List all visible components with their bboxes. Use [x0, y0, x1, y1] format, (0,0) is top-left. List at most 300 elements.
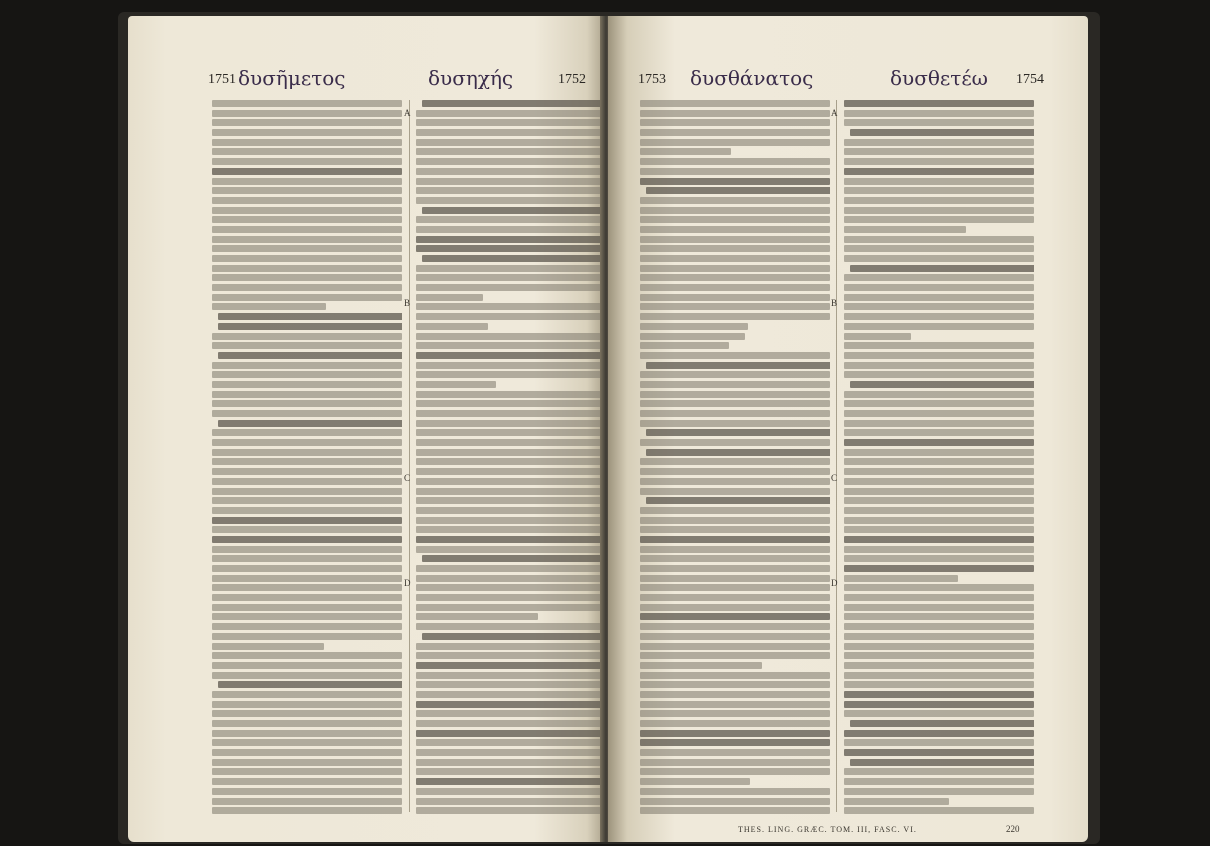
text-line — [212, 362, 402, 369]
text-line — [844, 749, 1034, 756]
text-line — [640, 468, 830, 475]
margin-letter: C — [404, 473, 411, 483]
text-line — [640, 236, 830, 243]
text-line — [212, 710, 402, 717]
margin-letter: A — [404, 108, 411, 118]
text-line — [416, 236, 606, 243]
text-line — [212, 555, 402, 562]
text-line — [416, 497, 606, 504]
text-line — [212, 623, 402, 630]
text-line — [416, 759, 606, 766]
text-line — [640, 613, 830, 620]
text-line — [416, 594, 606, 601]
text-line — [422, 633, 606, 640]
text-line — [212, 245, 402, 252]
text-line — [844, 352, 1034, 359]
text-line — [416, 613, 538, 620]
text-line — [844, 207, 1034, 214]
text-line — [212, 110, 402, 117]
text-line — [640, 458, 830, 465]
text-line — [212, 216, 402, 223]
right-page-column-1 — [640, 100, 830, 824]
text-line — [640, 410, 830, 417]
left-page-column-2 — [416, 100, 606, 824]
text-line — [640, 313, 830, 320]
text-line — [640, 197, 830, 204]
text-line — [640, 119, 830, 126]
text-line — [212, 798, 402, 805]
text-line — [640, 584, 830, 591]
text-line — [212, 691, 402, 698]
text-line — [422, 100, 606, 107]
right-page-number-right: 1754 — [1016, 72, 1044, 87]
text-line — [844, 119, 1034, 126]
text-line — [640, 439, 830, 446]
text-line — [844, 507, 1034, 514]
text-line — [844, 449, 1034, 456]
text-line — [844, 342, 1034, 349]
text-line — [416, 226, 606, 233]
text-line — [416, 110, 606, 117]
text-line — [640, 730, 830, 737]
text-line — [416, 710, 606, 717]
text-line — [844, 807, 1034, 814]
right-page-column-2 — [844, 100, 1034, 824]
text-line — [844, 391, 1034, 398]
text-line — [416, 178, 606, 185]
text-line — [640, 643, 830, 650]
text-line — [416, 439, 606, 446]
text-line — [416, 652, 606, 659]
margin-letter: D — [831, 578, 838, 588]
text-line — [212, 672, 402, 679]
text-line — [416, 575, 606, 582]
text-line — [212, 400, 402, 407]
text-line — [416, 313, 606, 320]
text-line — [212, 371, 402, 378]
text-line — [844, 294, 1034, 301]
text-line — [844, 429, 1034, 436]
text-line — [416, 274, 606, 281]
text-line — [212, 604, 402, 611]
text-line — [212, 429, 402, 436]
text-line — [844, 178, 1034, 185]
text-line — [416, 187, 606, 194]
text-line — [640, 536, 830, 543]
text-line — [212, 643, 324, 650]
text-line — [844, 187, 1034, 194]
text-line — [640, 284, 830, 291]
text-line — [416, 371, 606, 378]
text-line — [416, 362, 606, 369]
text-line — [844, 798, 949, 805]
text-line — [640, 294, 830, 301]
text-line — [844, 546, 1034, 553]
text-line — [844, 400, 1034, 407]
text-line — [850, 129, 1034, 136]
text-line — [212, 526, 402, 533]
text-line — [844, 788, 1034, 795]
text-line — [416, 303, 606, 310]
text-line — [212, 284, 402, 291]
text-line — [844, 604, 1034, 611]
text-line — [640, 178, 830, 185]
text-line — [844, 497, 1034, 504]
text-line — [212, 274, 402, 281]
right-page-headword-left: δυσθάνατος — [690, 66, 814, 90]
text-line — [416, 420, 606, 427]
text-line — [416, 284, 606, 291]
text-line — [212, 517, 402, 524]
text-line — [640, 604, 830, 611]
text-line — [844, 236, 1034, 243]
text-line — [844, 701, 1034, 708]
text-line — [844, 274, 1034, 281]
text-line — [850, 720, 1034, 727]
text-line — [212, 197, 402, 204]
text-line — [416, 730, 606, 737]
text-line — [844, 148, 1034, 155]
text-line — [844, 739, 1034, 746]
text-line — [640, 245, 830, 252]
text-line — [640, 575, 830, 582]
text-line — [844, 284, 1034, 291]
text-line — [218, 323, 402, 330]
text-line — [850, 381, 1034, 388]
text-line — [640, 681, 830, 688]
text-line — [640, 526, 830, 533]
text-line — [844, 672, 1034, 679]
text-line — [212, 478, 402, 485]
text-line — [212, 265, 402, 272]
text-line — [640, 778, 750, 785]
text-line — [416, 400, 606, 407]
text-line — [212, 148, 402, 155]
text-line — [212, 720, 402, 727]
text-line — [640, 623, 830, 630]
text-line — [640, 255, 830, 262]
text-line — [212, 507, 402, 514]
text-line — [416, 265, 606, 272]
text-line — [844, 710, 1034, 717]
text-line — [416, 410, 606, 417]
text-line — [640, 371, 830, 378]
text-line — [640, 662, 762, 669]
text-line — [640, 139, 830, 146]
text-line — [416, 381, 496, 388]
text-line — [646, 497, 830, 504]
left-page-column-1 — [212, 100, 402, 824]
text-line — [416, 478, 606, 485]
text-line — [416, 119, 606, 126]
text-line — [416, 546, 606, 553]
text-line — [416, 788, 606, 795]
text-line — [640, 352, 830, 359]
text-line — [844, 555, 1034, 562]
text-line — [844, 488, 1034, 495]
text-line — [640, 100, 830, 107]
text-line — [640, 594, 830, 601]
text-line — [640, 488, 830, 495]
text-line — [844, 691, 1034, 698]
right-page-number-left: 1753 — [638, 72, 666, 87]
text-line — [844, 478, 1034, 485]
text-line — [212, 594, 402, 601]
left-page — [128, 16, 606, 842]
text-line — [640, 303, 830, 310]
text-line — [844, 613, 1034, 620]
text-line — [640, 168, 830, 175]
text-line — [422, 255, 606, 262]
text-line — [416, 507, 606, 514]
text-line — [844, 768, 1034, 775]
text-line — [640, 148, 731, 155]
text-line — [844, 584, 1034, 591]
text-line — [416, 294, 483, 301]
text-line — [212, 759, 402, 766]
text-line — [850, 759, 1034, 766]
text-line — [212, 739, 402, 746]
text-line — [416, 691, 606, 698]
text-line — [218, 352, 402, 359]
text-line — [416, 352, 606, 359]
text-line — [416, 129, 606, 136]
text-line — [640, 323, 748, 330]
text-line — [416, 488, 606, 495]
text-line — [640, 768, 830, 775]
text-line — [640, 633, 830, 640]
text-line — [416, 139, 606, 146]
text-line — [416, 391, 606, 398]
text-line — [640, 710, 830, 717]
text-line — [416, 342, 606, 349]
text-line — [640, 110, 830, 117]
text-line — [212, 303, 326, 310]
text-line — [640, 507, 830, 514]
text-line — [212, 168, 402, 175]
text-line — [844, 303, 1034, 310]
text-line — [844, 517, 1034, 524]
left-page-number-left: 1751 — [208, 72, 236, 87]
text-line — [212, 342, 402, 349]
text-line — [640, 701, 830, 708]
text-line — [844, 681, 1034, 688]
text-line — [212, 749, 402, 756]
text-line — [640, 216, 830, 223]
text-line — [844, 633, 1034, 640]
text-line — [844, 110, 1034, 117]
text-line — [646, 187, 830, 194]
text-line — [844, 652, 1034, 659]
text-line — [844, 255, 1034, 262]
text-line — [646, 362, 830, 369]
text-line — [416, 245, 606, 252]
text-line — [212, 584, 402, 591]
margin-letter: B — [831, 298, 838, 308]
text-line — [416, 798, 606, 805]
text-line — [844, 420, 1034, 427]
text-line — [212, 294, 402, 301]
right-page — [608, 16, 1088, 842]
text-line — [844, 371, 1034, 378]
text-line — [844, 100, 1034, 107]
text-line — [640, 158, 830, 165]
text-line — [416, 778, 606, 785]
text-line — [212, 449, 402, 456]
text-line — [844, 139, 1034, 146]
text-line — [640, 391, 830, 398]
text-line — [844, 197, 1034, 204]
text-line — [640, 749, 830, 756]
text-line — [416, 768, 606, 775]
text-line — [212, 100, 402, 107]
text-line — [416, 536, 606, 543]
text-line — [844, 216, 1034, 223]
text-line — [640, 333, 745, 340]
text-line — [212, 129, 402, 136]
text-line — [416, 584, 606, 591]
text-line — [212, 633, 402, 640]
text-line — [416, 739, 606, 746]
text-line — [212, 613, 402, 620]
text-line — [422, 555, 606, 562]
text-line — [212, 662, 402, 669]
text-line — [844, 168, 1034, 175]
text-line — [416, 449, 606, 456]
text-line — [640, 342, 729, 349]
text-line — [640, 274, 830, 281]
text-line — [844, 226, 966, 233]
text-line — [212, 381, 402, 388]
left-page-headword-left: δυσῆμετος — [238, 66, 346, 90]
text-line — [416, 807, 606, 814]
text-line — [212, 410, 402, 417]
text-line — [212, 575, 402, 582]
text-line — [844, 439, 1034, 446]
text-line — [844, 536, 1034, 543]
text-line — [844, 362, 1034, 369]
text-line — [844, 662, 1034, 669]
text-line — [416, 148, 606, 155]
text-line — [640, 420, 830, 427]
text-line — [844, 730, 1034, 737]
text-line — [218, 420, 402, 427]
column-rule — [409, 100, 410, 812]
text-line — [640, 739, 830, 746]
text-line — [844, 410, 1034, 417]
text-line — [218, 313, 402, 320]
text-line — [212, 807, 402, 814]
text-line — [646, 429, 830, 436]
text-line — [212, 391, 402, 398]
text-line — [212, 701, 402, 708]
text-line — [844, 245, 1034, 252]
text-line — [640, 720, 830, 727]
text-line — [212, 788, 402, 795]
left-page-headword-right: δυσηχής — [428, 66, 514, 90]
text-line — [212, 139, 402, 146]
text-line — [416, 216, 606, 223]
text-line — [416, 604, 606, 611]
text-line — [212, 565, 402, 572]
text-line — [212, 768, 402, 775]
text-line — [416, 749, 606, 756]
text-line — [640, 381, 830, 388]
text-line — [212, 536, 402, 543]
text-line — [416, 323, 488, 330]
text-line — [212, 333, 402, 340]
text-line — [640, 129, 830, 136]
text-line — [646, 449, 830, 456]
text-line — [416, 168, 606, 175]
text-line — [640, 400, 830, 407]
text-line — [212, 226, 402, 233]
text-line — [640, 226, 830, 233]
text-line — [844, 468, 1034, 475]
text-line — [844, 158, 1034, 165]
text-line — [640, 478, 830, 485]
margin-letter: C — [831, 473, 838, 483]
page-footer: THES. LING. GRÆC. TOM. III, FASC. VI. — [738, 825, 917, 834]
margin-letter: A — [831, 108, 838, 118]
text-line — [640, 546, 830, 553]
text-line — [416, 158, 606, 165]
text-line — [212, 652, 402, 659]
text-line — [212, 158, 402, 165]
text-line — [416, 623, 606, 630]
text-line — [212, 207, 402, 214]
text-line — [416, 565, 606, 572]
text-line — [640, 555, 830, 562]
text-line — [212, 119, 402, 126]
text-line — [640, 788, 830, 795]
text-line — [640, 565, 830, 572]
text-line — [844, 313, 1034, 320]
text-line — [212, 187, 402, 194]
text-line — [212, 730, 402, 737]
margin-letter: B — [404, 298, 411, 308]
text-line — [844, 594, 1034, 601]
text-line — [212, 546, 402, 553]
text-line — [844, 575, 958, 582]
text-line — [844, 778, 1034, 785]
text-line — [416, 517, 606, 524]
text-line — [844, 526, 1034, 533]
signature-number: 220 — [1006, 824, 1020, 834]
text-line — [416, 672, 606, 679]
text-line — [844, 623, 1034, 630]
right-page-header — [608, 66, 1088, 92]
text-line — [844, 565, 1034, 572]
text-line — [640, 652, 830, 659]
left-page-number-right: 1752 — [558, 72, 586, 87]
text-line — [850, 265, 1034, 272]
text-line — [422, 207, 606, 214]
text-line — [640, 517, 830, 524]
text-line — [416, 720, 606, 727]
text-line — [212, 178, 402, 185]
text-line — [416, 526, 606, 533]
text-line — [212, 497, 402, 504]
text-line — [416, 662, 606, 669]
margin-letter: D — [404, 578, 411, 588]
text-line — [844, 333, 911, 340]
text-line — [212, 236, 402, 243]
text-line — [212, 458, 402, 465]
text-line — [416, 643, 606, 650]
text-line — [416, 458, 606, 465]
text-line — [640, 691, 830, 698]
